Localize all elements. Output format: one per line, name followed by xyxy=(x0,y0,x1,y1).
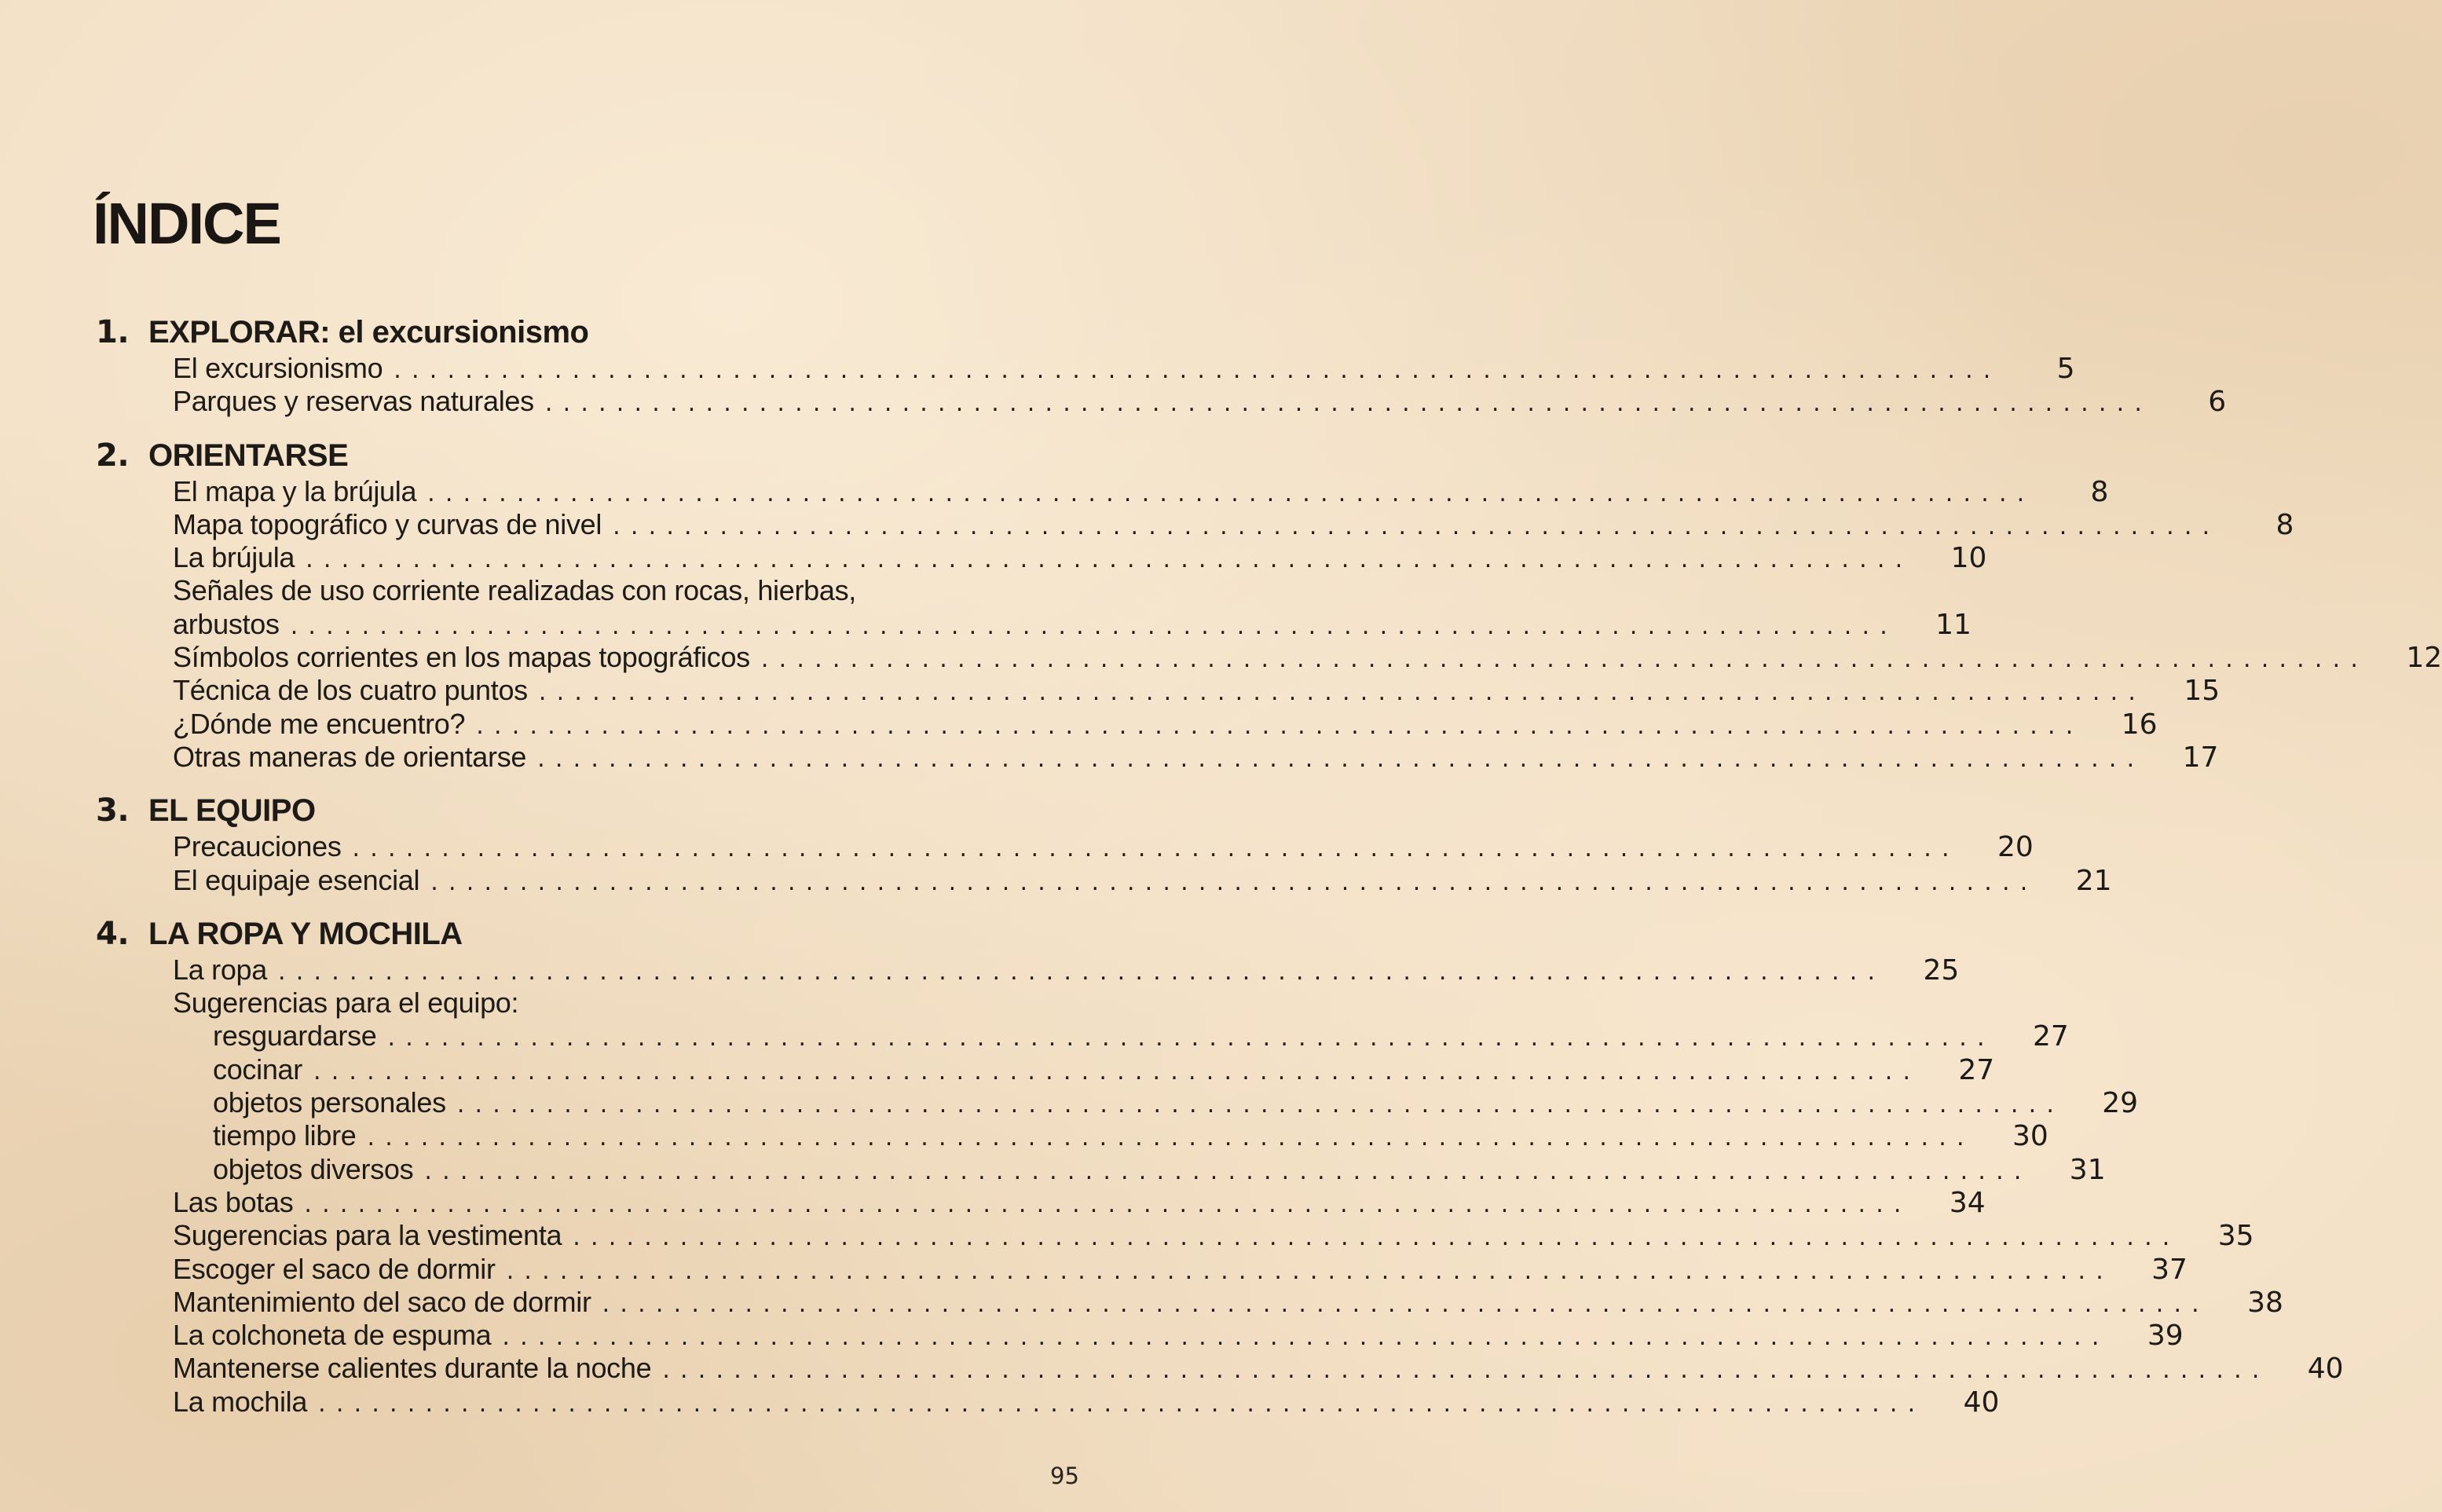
section-title: EL EQUIPO xyxy=(148,793,316,829)
entry-page-number: 30 xyxy=(2012,1120,2048,1153)
entry-label: cocinar xyxy=(213,1053,302,1085)
toc-entry[interactable] xyxy=(96,541,1987,575)
leader-dots: .......................................................................................... xyxy=(502,1323,2110,1352)
toc-entry[interactable] xyxy=(96,953,1960,987)
toc-entry[interactable] xyxy=(96,474,2109,508)
entry-label: Las botas xyxy=(173,1185,294,1218)
entry-label: ¿Dónde me encuentro? xyxy=(173,707,466,740)
entry-page-number: 35 xyxy=(2217,1220,2254,1253)
entry-page-number: 34 xyxy=(1949,1186,1986,1219)
entry-label: objetos personales xyxy=(213,1086,446,1119)
toc-subentry[interactable] xyxy=(96,1053,1995,1086)
section-title: EXPLORAR: el excursionismo xyxy=(148,315,589,350)
entry-page-number: 29 xyxy=(2102,1087,2139,1120)
section-heading xyxy=(96,436,1078,475)
leader-dots: .......................................................................................... xyxy=(456,1091,2065,1119)
leader-dots: .......................................................................................... xyxy=(290,612,1898,640)
entry-page-number: 20 xyxy=(1997,831,2034,864)
entry-label: resguardarse xyxy=(213,1020,377,1053)
entry-label: La ropa xyxy=(173,953,267,986)
section-heading xyxy=(96,914,1078,954)
entry-page-number: 21 xyxy=(2075,864,2112,897)
leader-dots: .......................................................................................... xyxy=(427,479,2035,507)
toc-entry[interactable] xyxy=(96,707,2158,741)
section-title: ORIENTARSE xyxy=(148,437,349,473)
toc-entry[interactable] xyxy=(96,674,2220,708)
leader-dots: .......................................................................................... xyxy=(538,679,2147,707)
toc-entry[interactable] xyxy=(96,1252,2188,1286)
leader-dots: .......................................................................................... xyxy=(313,1057,1921,1085)
toc-entry[interactable] xyxy=(96,352,2075,385)
entry-page-number: 38 xyxy=(2247,1286,2283,1319)
entry-page-number: 15 xyxy=(2184,675,2220,708)
section-heading xyxy=(96,313,1078,352)
entry-label: Otras maneras de orientarse xyxy=(173,740,527,773)
toc-entry[interactable] xyxy=(96,1352,2344,1386)
entry-page-number: 16 xyxy=(2121,708,2158,741)
leader-dots: .......................................................................................... xyxy=(544,390,2153,418)
entry-page-number: 8 xyxy=(2275,508,2294,541)
toc-entry[interactable] xyxy=(96,1285,2283,1319)
entry-label: Sugerencias para la vestimenta xyxy=(173,1219,562,1252)
entry-page-number: 12 xyxy=(2406,642,2442,675)
toc-subheading: Sugerencias para el equipo: xyxy=(173,987,519,1020)
toc-entry[interactable] xyxy=(96,740,2219,774)
leader-dots: .......................................................................................... xyxy=(306,546,1913,574)
page-title: ÍNDICE xyxy=(93,191,280,256)
leader-dots: .......................................................................................... xyxy=(394,357,2001,384)
toc-entry-first-line[interactable]: Señales de uso corriente realizadas con rocas, hierbas, xyxy=(173,574,857,607)
leader-dots: .......................................................................................... xyxy=(304,1190,1912,1218)
table-of-contents xyxy=(96,313,2442,1419)
toc-section xyxy=(96,313,2227,419)
toc-entry[interactable] xyxy=(96,1219,2254,1253)
entry-page-number: 10 xyxy=(1950,542,1987,575)
leader-dots: .......................................................................................... xyxy=(352,835,1960,863)
section-heading xyxy=(96,791,1078,830)
toc-entry[interactable] xyxy=(96,1185,1986,1219)
entry-label: Mantenimiento del saco de dormir xyxy=(173,1285,591,1318)
leader-dots: .......................................................................................... xyxy=(476,712,2084,740)
entry-label: Parques y reservas naturales xyxy=(173,385,534,418)
leader-dots: .......................................................................................... xyxy=(537,745,2145,773)
toc-entry[interactable] xyxy=(96,385,2227,419)
leader-dots: .......................................................................................... xyxy=(278,957,1886,986)
entry-page-number: 27 xyxy=(1958,1053,1995,1086)
section-number: 4. xyxy=(96,915,130,952)
toc-section xyxy=(96,436,2442,774)
leader-dots: .......................................................................................... xyxy=(424,1157,2032,1185)
leader-dots: .......................................................................................... xyxy=(613,512,2220,540)
entry-label: El equipaje esencial xyxy=(173,863,420,896)
entry-page-number: 40 xyxy=(1963,1386,2000,1419)
toc-subentry[interactable] xyxy=(96,1152,2106,1186)
entry-page-number: 6 xyxy=(2208,386,2227,419)
leader-dots: .......................................................................................... xyxy=(573,1224,2180,1252)
entry-label: arbustos xyxy=(173,607,280,640)
entry-label: objetos diversos xyxy=(213,1152,414,1185)
leader-dots: .......................................................................................... xyxy=(506,1257,2114,1285)
leader-dots: .......................................................................................... xyxy=(430,868,2038,896)
entry-page-number: 11 xyxy=(1935,608,1972,641)
page-number: 95 xyxy=(1050,1463,1079,1489)
entry-label: Escoger el saco de dormir xyxy=(173,1252,496,1285)
leader-dots: .......................................................................................... xyxy=(602,1290,2210,1318)
toc-subentry[interactable] xyxy=(96,1020,2069,1053)
toc-entry[interactable] xyxy=(96,641,2442,675)
entry-label: Precauciones xyxy=(173,830,342,863)
entry-page-number: 8 xyxy=(2090,475,2109,508)
entry-label: La mochila xyxy=(173,1385,308,1418)
section-number: 3. xyxy=(96,793,130,829)
entry-page-number: 27 xyxy=(2032,1020,2069,1053)
entry-page-number: 39 xyxy=(2147,1320,2184,1353)
entry-page-number: 37 xyxy=(2151,1253,2188,1286)
toc-entry[interactable] xyxy=(96,863,2112,897)
entry-page-number: 40 xyxy=(2307,1353,2344,1386)
entry-label: La brújula xyxy=(173,541,295,574)
entry-page-number: 5 xyxy=(2056,353,2075,385)
toc-entry[interactable] xyxy=(96,1319,2184,1353)
leader-dots: .......................................................................................... xyxy=(367,1124,1975,1152)
section-title: LA ROPA Y MOCHILA xyxy=(148,916,463,951)
toc-entry[interactable] xyxy=(96,607,1972,641)
entry-label: La colchoneta de espuma xyxy=(173,1319,492,1352)
toc-subentry[interactable] xyxy=(96,1119,2048,1153)
toc-section xyxy=(96,914,2344,1419)
toc-entry[interactable] xyxy=(96,830,2034,864)
entry-page-number: 17 xyxy=(2182,741,2219,774)
toc-subentry[interactable] xyxy=(96,1086,2139,1120)
leader-dots: .......................................................................................... xyxy=(662,1356,2270,1385)
entry-label: Símbolos corrientes en los mapas topográficos xyxy=(173,641,750,674)
leader-dots: .......................................................................................... xyxy=(760,646,2369,674)
entry-label: Mapa topográfico y curvas de nivel xyxy=(173,507,602,540)
entry-label: El excursionismo xyxy=(173,352,383,384)
section-number: 2. xyxy=(96,437,130,474)
leader-dots: .......................................................................................... xyxy=(318,1389,1926,1418)
entry-page-number: 31 xyxy=(2069,1153,2106,1186)
toc-entry[interactable] xyxy=(96,1385,2000,1419)
section-number: 1. xyxy=(96,314,130,350)
entry-label: Técnica de los cuatro puntos xyxy=(173,674,528,707)
toc-section xyxy=(96,791,2112,897)
entry-page-number: 25 xyxy=(1923,954,1960,987)
entry-label: tiempo libre xyxy=(213,1119,357,1152)
leader-dots: .......................................................................................... xyxy=(387,1024,1995,1053)
toc-entry[interactable] xyxy=(96,507,2294,541)
entry-label: Mantenerse calientes durante la noche xyxy=(173,1352,652,1385)
entry-label: El mapa y la brújula xyxy=(173,474,417,507)
